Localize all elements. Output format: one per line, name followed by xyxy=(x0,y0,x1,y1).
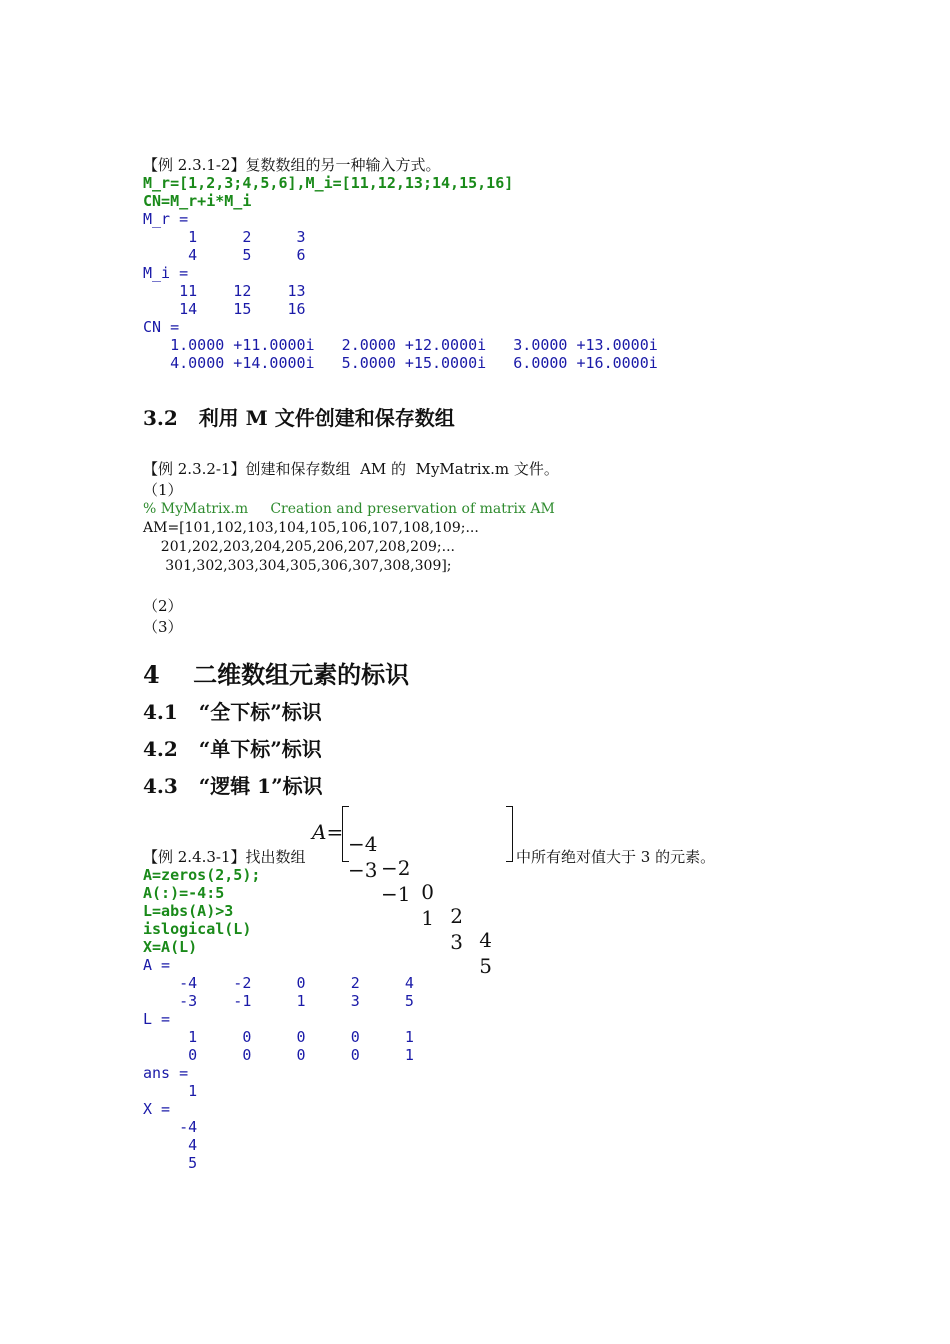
output-line: 1 2 3 xyxy=(143,228,306,246)
matrix-cell: 2 xyxy=(450,904,463,928)
output-line: -4 xyxy=(143,1118,198,1136)
output-line: CN = xyxy=(143,318,180,336)
example-title-prefix: 【例 2.4.3-1】找出数组 xyxy=(143,848,306,866)
mfile-line: 301,302,303,304,305,306,307,308,309]; xyxy=(143,558,452,574)
output-line: 1.0000 +11.0000i 2.0000 +12.0000i 3.0000 +13.0000i xyxy=(143,336,658,354)
matrix-cell: −4 xyxy=(348,832,378,856)
output-line: 4 xyxy=(143,1136,198,1154)
section-heading-4-1 xyxy=(143,696,322,725)
matrix-cell: −1 xyxy=(381,882,411,906)
matrix-label: A= xyxy=(312,820,344,844)
step-label: （2） xyxy=(143,597,183,615)
output-line: A = xyxy=(143,956,171,974)
output-line: L = xyxy=(143,1010,171,1028)
output-line: 4 5 6 xyxy=(143,246,306,264)
code-line: M_r=[1,2,3;4,5,6],M_i=[11,12,13;14,15,16] xyxy=(143,174,514,192)
code-line: X=A(L) xyxy=(143,938,198,956)
mfile-line: 201,202,203,204,205,206,207,208,209;... xyxy=(143,539,455,555)
output-line: 5 xyxy=(143,1154,198,1172)
output-line: -4 -2 0 2 4 xyxy=(143,974,414,992)
matrix-row xyxy=(348,808,518,952)
output-line: 1 0 0 0 1 xyxy=(143,1028,414,1046)
output-line: 0 0 0 0 1 xyxy=(143,1046,414,1064)
example-title-suffix: 中所有绝对值大于 3 的元素。 xyxy=(516,848,716,866)
matrix-cell: −2 xyxy=(381,856,411,880)
mfile-comment: % MyMatrix.m Creation and preservation of matrix AM xyxy=(143,501,555,517)
section-heading-4-2 xyxy=(143,733,322,762)
section-number: 4.2 xyxy=(143,737,178,761)
matrix-cell: 0 xyxy=(421,880,434,904)
section-number: 4.3 xyxy=(143,774,178,798)
code-line: CN=M_r+i*M_i xyxy=(143,192,252,210)
code-output xyxy=(143,956,414,1172)
output-line: M_i = xyxy=(143,264,189,282)
code-commands xyxy=(143,174,513,210)
matrix-row xyxy=(348,834,518,978)
mfile-line: AM=[101,102,103,104,105,106,107,108,109;... xyxy=(143,520,479,536)
output-line: X = xyxy=(143,1100,171,1118)
code-commands xyxy=(143,866,260,956)
output-line: 11 12 13 xyxy=(143,282,306,300)
section-number: 3.2 xyxy=(143,406,178,430)
section-number: 4.1 xyxy=(143,700,178,724)
section-heading-4 xyxy=(143,655,409,690)
matrix-cell: 3 xyxy=(450,930,463,954)
step-label: （3） xyxy=(143,618,183,636)
output-line: 14 15 16 xyxy=(143,300,306,318)
section-title: “逻辑 1”标识 xyxy=(198,774,323,798)
output-line: 1 xyxy=(143,1082,198,1100)
example-title: 【例 2.3.1-2】复数数组的另一种输入方式。 xyxy=(143,156,441,174)
example-title: 【例 2.3.2-1】创建和保存数组 AM 的 MyMatrix.m 文件。 xyxy=(143,460,559,478)
matrix-right-bracket xyxy=(506,806,513,862)
section-heading-3-2 xyxy=(143,402,455,431)
matrix-cell: 5 xyxy=(479,954,492,978)
matrix-cell: −3 xyxy=(348,858,378,882)
section-title: “单下标”标识 xyxy=(198,737,322,761)
code-line: L=abs(A)>3 xyxy=(143,902,234,920)
code-line: A=zeros(2,5); xyxy=(143,866,261,884)
section-title: “全下标”标识 xyxy=(198,700,322,724)
section-title: 二维数组元素的标识 xyxy=(193,660,410,689)
output-line: M_r = xyxy=(143,210,189,228)
code-line: islogical(L) xyxy=(143,920,252,938)
step-label: （1） xyxy=(143,481,183,499)
matrix-cell: 1 xyxy=(421,906,434,930)
output-line: -3 -1 1 3 5 xyxy=(143,992,414,1010)
output-line: 4.0000 +14.0000i 5.0000 +15.0000i 6.0000 +16.0000i xyxy=(143,354,658,372)
mfile-listing xyxy=(143,500,555,576)
section-number: 4 xyxy=(143,660,160,689)
matrix-equation xyxy=(312,806,522,978)
code-line: A(:)=-4:5 xyxy=(143,884,225,902)
code-output xyxy=(143,210,658,372)
matrix-cell: 4 xyxy=(479,928,492,952)
section-title: 利用 M 文件创建和保存数组 xyxy=(198,406,455,430)
output-line: ans = xyxy=(143,1064,189,1082)
section-heading-4-3 xyxy=(143,770,323,799)
